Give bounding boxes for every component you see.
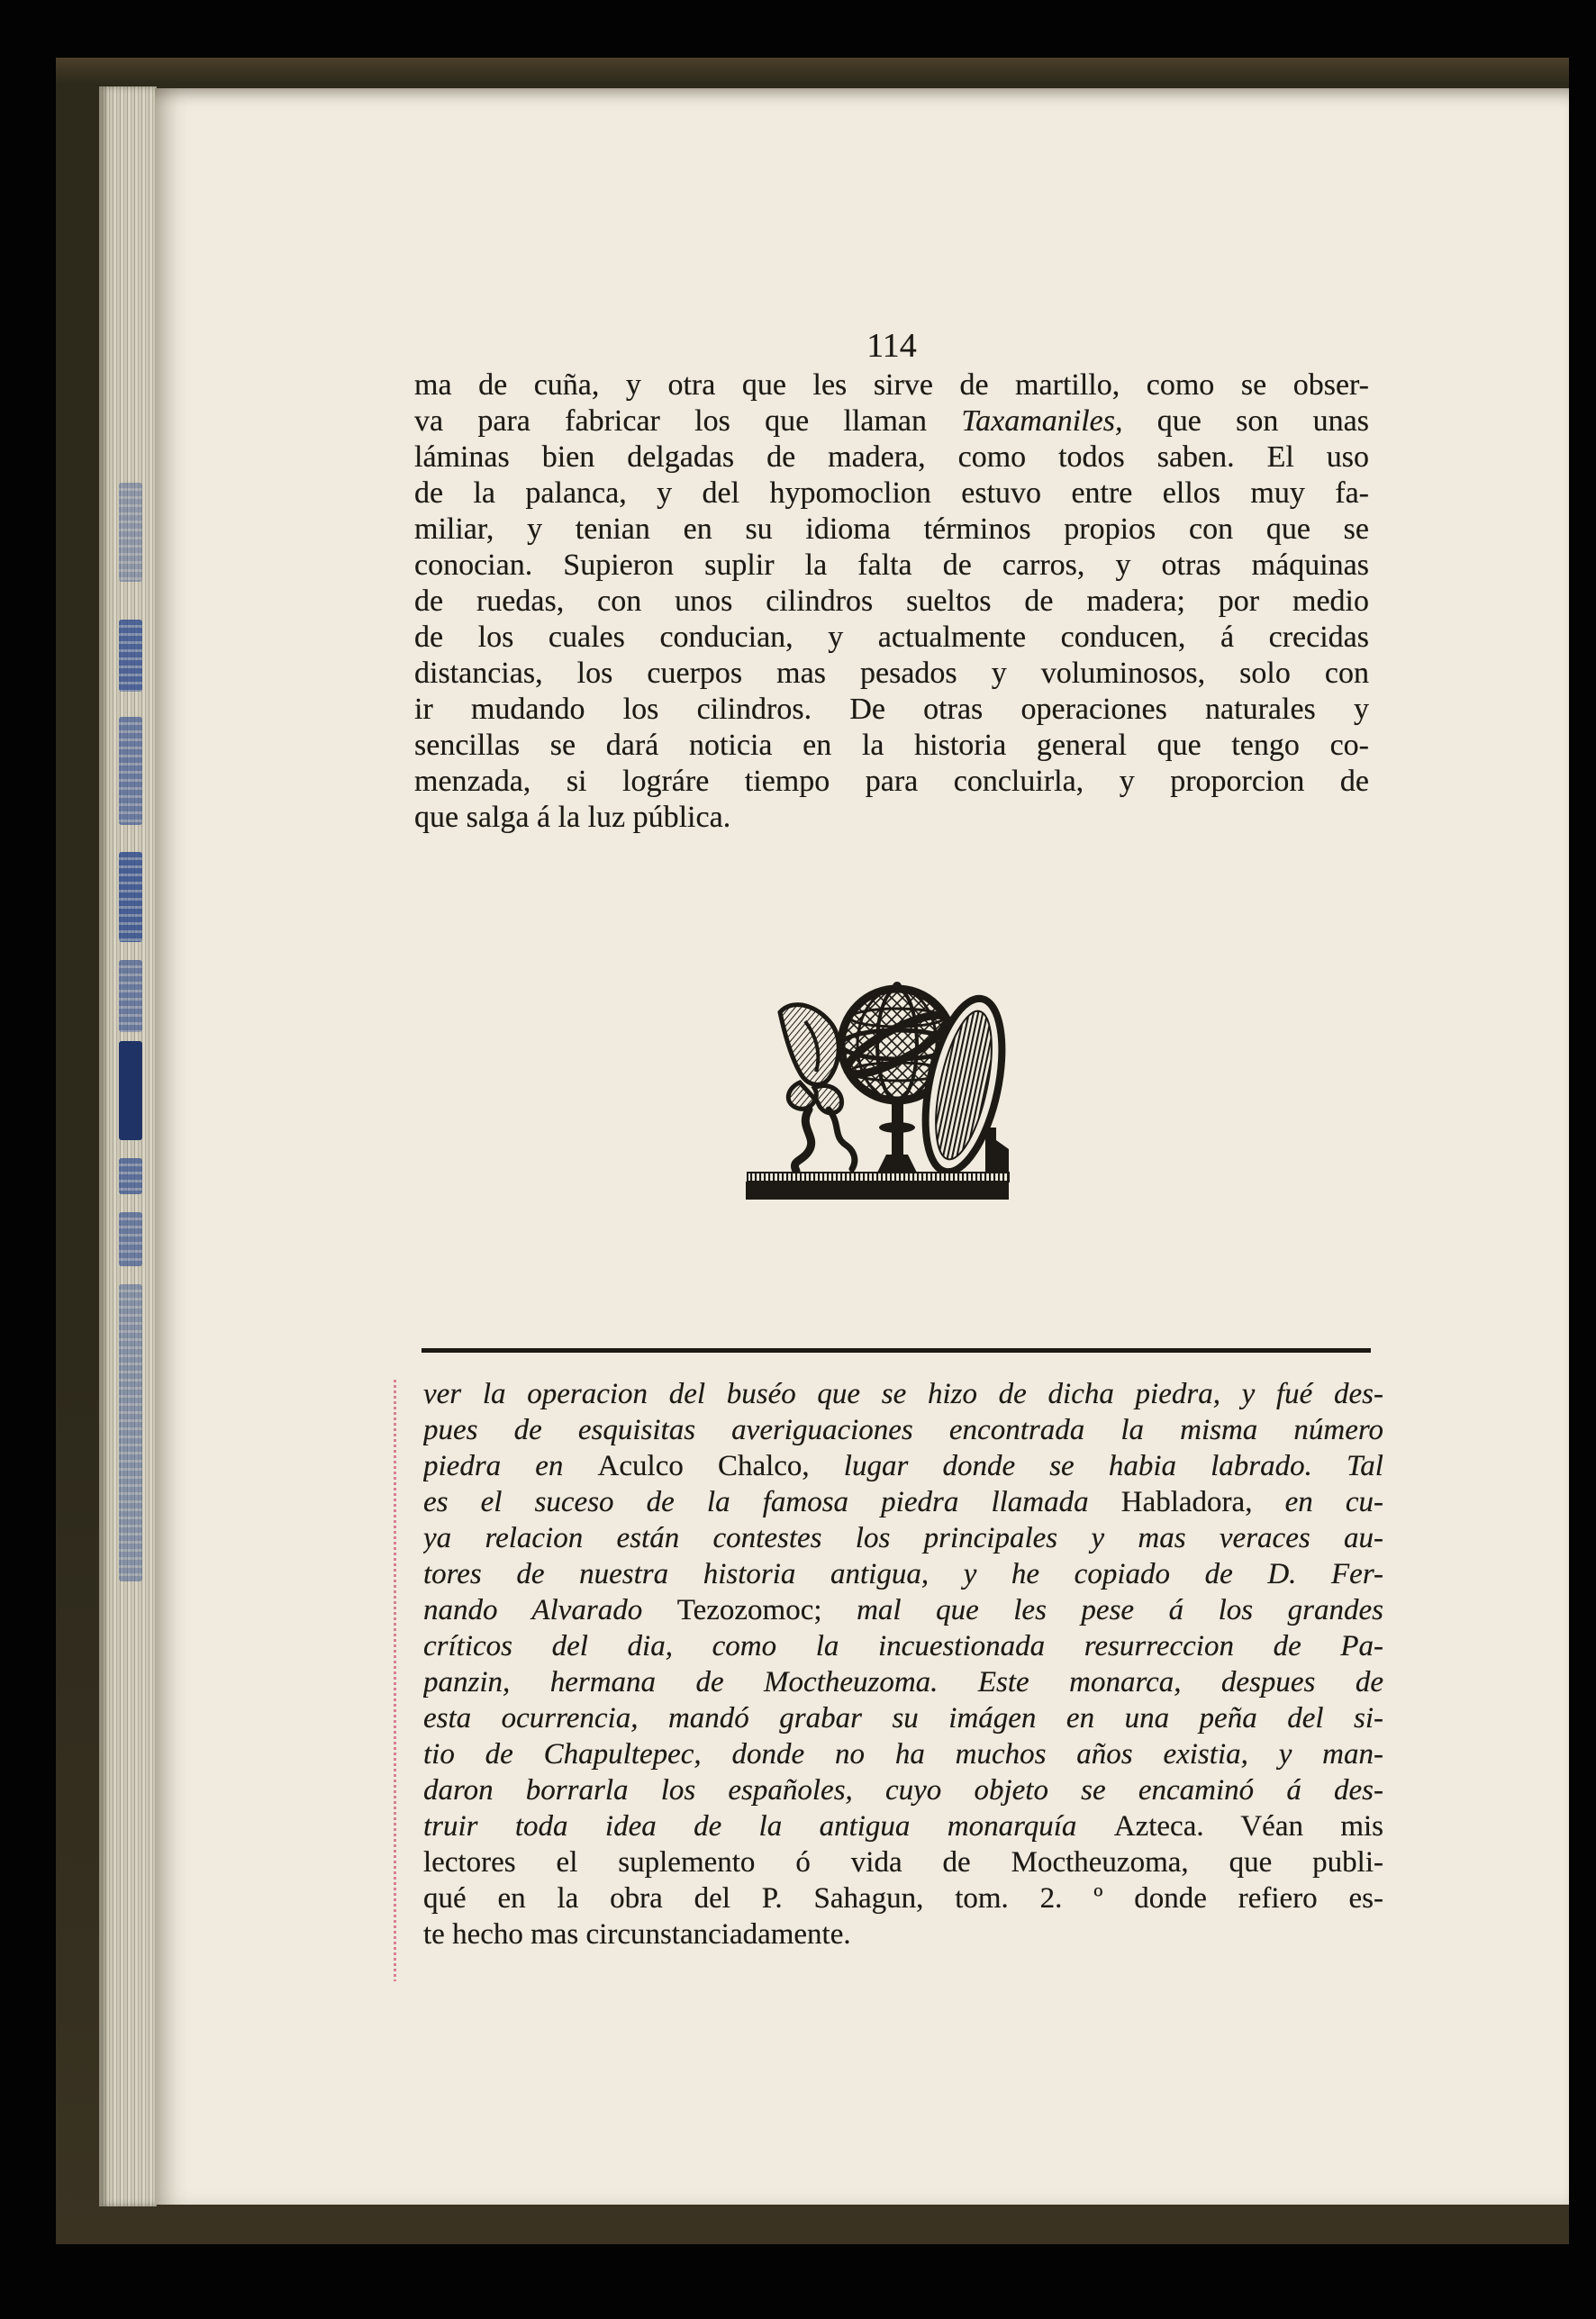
text-run: ir mudando los cilindros. De otras operaciones naturales y [414,693,1369,726]
text-run: nando Alvarado [423,1594,677,1626]
main-text-line [414,656,1369,692]
drapery-fold [780,1005,839,1085]
page-number: 114 [866,327,917,365]
text-run: ma de cuña, y otra que les sirve de martillo, como se obser- [414,368,1369,402]
base-slab [746,1182,1009,1200]
text-run: mal que les pese á los grandes [821,1594,1383,1626]
footnote-line [423,1556,1383,1592]
roman-name: Habladora, [1120,1486,1253,1518]
italic-term: Taxamaniles, [961,404,1123,438]
stand-foot [877,1155,917,1173]
armillary-sphere-vignette-icon [746,982,1016,1202]
main-text-line [414,584,1369,620]
ribbon-tail [829,1110,855,1169]
text-run: esta ocurrencia, mandó grabar su imágen en una peña del si- [423,1702,1383,1735]
base-top [748,1173,1009,1182]
main-text-line [414,692,1369,728]
sphere-stand [877,1097,917,1173]
text-run: piedra en [423,1450,598,1482]
text-run: tio de Chapultepec, donde no ha muchos años existia, y man- [423,1738,1383,1771]
footnote-line [423,1376,1383,1412]
text-run: lectores el suplemento ó vida de Moctheuzoma, que publi- [423,1846,1383,1879]
main-text-line [414,728,1369,764]
text-run: críticos del dia, como la incuestionada resurreccion de Pa- [423,1630,1383,1662]
main-text [414,367,1369,836]
footnote-line [423,1880,1383,1916]
text-run: truir toda idea de la antigua monarquía [423,1810,1114,1843]
text-run: lugar donde se habia labrado. Tal [809,1450,1383,1482]
edge-stamp-mark [119,960,142,1032]
text-run: conocian. Supieron suplir la falta de carros, y otras máquinas [414,548,1369,582]
text-run: sencillas se dará noticia en la historia general que tengo co- [414,729,1369,762]
footnote-line [423,1664,1383,1700]
text-run: de los cuales conducian, y actualmente conducen, á crecidas [414,621,1369,654]
text-run: en cu- [1252,1486,1383,1518]
text-run: panzin, hermana de Moctheuzoma. Este monarca, despues de [423,1666,1383,1698]
main-text-line [414,403,1369,439]
text-run: es el suceso de la famosa piedra llamada [423,1486,1121,1518]
sphere-knob [893,982,902,991]
text-run: daron borrarla los españoles, cuyo objeto se encaminó á des- [423,1774,1383,1807]
main-text-line [414,367,1369,403]
text-run: va para fabricar los que llaman [414,404,962,438]
footnote-line [423,1808,1383,1844]
footnote-line [423,1916,1383,1952]
edge-stamp-mark [119,620,142,692]
page-edges [99,86,157,2206]
text-run: que son unas [1122,404,1369,438]
edge-stamp-mark [119,1158,142,1194]
roman-name: Aculco Chalco, [597,1450,810,1482]
main-text-line [414,476,1369,512]
edge-stamp-mark [119,1284,142,1581]
main-text-line [414,620,1369,656]
footnote-line [423,1448,1383,1484]
footnote-line [423,1844,1383,1880]
text-run: ya relacion están contestes los principales y mas veraces au- [423,1522,1383,1554]
text-run: menzada, si lográre tiempo para concluirla, y proporcion de [414,765,1369,798]
text-run: pues de esquisitas averiguaciones encontrada la misma número [423,1414,1383,1446]
text-run: qué en la obra del P. Sahagun, tom. 2. º donde refiero es- [423,1882,1383,1915]
main-text-line [414,764,1369,800]
edge-stamp-mark [119,1041,142,1140]
text-run: láminas bien delgadas de madera, como todos saben. El uso [414,440,1369,474]
text-run: miliar, y tenian en su idioma términos propios con que se [414,512,1369,546]
text-run: ver la operacion del buséo que se hizo de dicha piedra, y fué des- [423,1378,1383,1410]
footnote-line [423,1772,1383,1808]
edge-stamp-mark [119,717,142,825]
text-run: tores de nuestra historia antigua, y he copiado de D. Fer- [423,1558,1383,1590]
main-text-line [414,548,1369,584]
stand-disk [879,1122,915,1133]
figure-base [746,1173,1009,1200]
text-run: distancias, los cuerpos mas pesados y voluminosos, solo con [414,657,1369,690]
main-text-line [414,800,1369,836]
main-text-line [414,439,1369,476]
footnote-rule [422,1348,1371,1353]
edge-stamp-mark [119,852,142,942]
footnote-line [423,1592,1383,1628]
edge-stamp-mark [119,483,142,582]
text-run: que salga á la luz pública. [414,801,731,834]
text-run: de la palanca, y del hypomoclion estuvo entre ellos muy fa- [414,476,1369,510]
main-text-line [414,512,1369,548]
footnote-line [423,1628,1383,1664]
edge-stamp-mark [119,1212,142,1266]
roman-text: Azteca. Véan mis [1113,1810,1383,1843]
footnote-line [423,1412,1383,1448]
small-block [985,1128,1009,1173]
ribbon-tail [794,1110,811,1171]
roman-name: Tezozomoc; [676,1594,822,1626]
footnote-line [423,1736,1383,1772]
footnote-line [423,1700,1383,1736]
footnote [423,1376,1383,1952]
footnote-line [423,1484,1383,1520]
text-run: de ruedas, con unos cilindros sueltos de madera; por medio [414,584,1369,618]
text-run: te hecho mas circunstanciadamente. [423,1918,851,1951]
ribbon-bow [788,1083,841,1113]
margin-pencil-mark [394,1380,396,1981]
footnote-line [423,1520,1383,1556]
